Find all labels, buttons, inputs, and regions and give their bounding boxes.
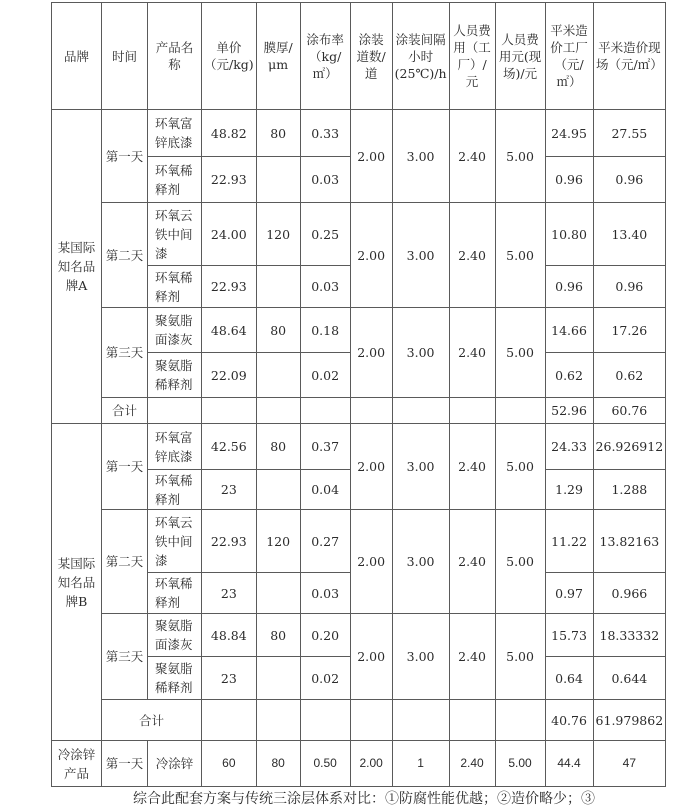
brand-cell: 某国际知名品牌A (52, 110, 102, 424)
labor-site-cell: 5.00 (495, 510, 545, 614)
header-time: 时间 (102, 3, 148, 110)
labor-site-cell: 5.00 (495, 110, 545, 203)
product-name-cell: 环氧云铁中间漆 (148, 203, 202, 266)
empty-cell (495, 398, 545, 424)
sqm-cost-factory-cell: 0.64 (545, 657, 593, 700)
coat-count-cell: 2.00 (350, 110, 392, 203)
spread-rate-cell: 0.25 (300, 203, 350, 266)
spread-rate-cell: 0.27 (300, 510, 350, 573)
comparison-summary: 综合此配套方案与传统三涂层体系对比：①防腐性能优越；②造价略少；③ (133, 791, 595, 807)
unit-price-cell: 48.64 (202, 308, 257, 353)
sqm-cost-factory-cell: 24.95 (545, 110, 593, 157)
product-name-cell: 聚氨脂稀释剂 (148, 353, 202, 398)
sqm-cost-site-cell: 0.96 (593, 157, 666, 203)
spread-rate-cell: 0.50 (300, 741, 350, 787)
day-cell: 第三天 (102, 614, 148, 700)
empty-cell (392, 398, 449, 424)
header-labor-factory: 人员费用（工厂）/元 (449, 3, 495, 110)
sqm-cost-factory-cell: 24.33 (545, 424, 593, 470)
sqm-cost-factory-cell: 0.96 (545, 157, 593, 203)
day-cell: 第三天 (102, 308, 148, 398)
empty-cell (449, 700, 495, 741)
sqm-cost-factory-cell: 11.22 (545, 510, 593, 573)
unit-price-cell: 23 (202, 470, 257, 510)
day-cell: 第一天 (102, 424, 148, 510)
unit-price-cell: 48.82 (202, 110, 257, 157)
empty-cell (495, 700, 545, 741)
day-cell: 第一天 (102, 741, 148, 787)
table-row (52, 203, 666, 266)
spread-rate-cell: 0.37 (300, 424, 350, 470)
film-thickness-cell (256, 470, 300, 510)
unit-price-cell: 42.56 (202, 424, 257, 470)
spread-rate-cell: 0.18 (300, 308, 350, 353)
film-thickness-cell (256, 573, 300, 614)
coat-count-cell: 2.00 (350, 424, 392, 510)
sqm-cost-factory-cell: 0.97 (545, 573, 593, 614)
total-row (52, 398, 666, 424)
total-factory-cell: 52.96 (545, 398, 593, 424)
empty-cell (300, 700, 350, 741)
empty-cell (256, 398, 300, 424)
spread-rate-cell: 0.33 (300, 110, 350, 157)
spread-rate-cell: 0.02 (300, 353, 350, 398)
coat-count-cell: 2.00 (350, 614, 392, 700)
sqm-cost-site-cell: 26.926912 (593, 424, 666, 470)
header-unit-price: 单价（元/kg) (202, 3, 257, 110)
sqm-cost-factory-cell: 14.66 (545, 308, 593, 353)
header-sqm-cost-site: 平米造价现场（元/㎡） (593, 3, 666, 110)
header-coat-count: 涂装道数/道 (350, 3, 392, 110)
sqm-cost-site-cell: 13.40 (593, 203, 666, 266)
header-film-thickness: 膜厚/μm (256, 3, 300, 110)
unit-price-cell: 23 (202, 657, 257, 700)
product-name-cell: 环氧富锌底漆 (148, 110, 202, 157)
total-factory-cell: 40.76 (545, 700, 593, 741)
total-site-cell: 61.979862 (593, 700, 666, 741)
header-brand: 品牌 (52, 3, 102, 110)
unit-price-cell: 23 (202, 573, 257, 614)
coat-count-cell: 2.00 (350, 308, 392, 398)
labor-factory-cell: 2.40 (449, 510, 495, 614)
empty-cell (350, 398, 392, 424)
spread-rate-cell: 0.03 (300, 157, 350, 203)
sqm-cost-site-cell: 17.26 (593, 308, 666, 353)
empty-cell (350, 700, 392, 741)
empty-cell (202, 398, 257, 424)
brand-cell: 某国际知名品牌B (52, 424, 102, 741)
sqm-cost-site-cell: 47 (593, 741, 666, 787)
product-name-cell: 环氧稀释剂 (148, 470, 202, 510)
sqm-cost-factory-cell: 10.80 (545, 203, 593, 266)
labor-site-cell: 5.00 (495, 308, 545, 398)
coat-interval-cell: 3.00 (392, 424, 449, 510)
unit-price-cell: 22.93 (202, 266, 257, 308)
spread-rate-cell: 0.02 (300, 657, 350, 700)
sqm-cost-site-cell: 13.82163 (593, 510, 666, 573)
unit-price-cell: 48.84 (202, 614, 257, 657)
total-site-cell: 60.76 (593, 398, 666, 424)
sqm-cost-site-cell: 0.644 (593, 657, 666, 700)
coat-interval-cell: 3.00 (392, 510, 449, 614)
table-row (52, 308, 666, 353)
labor-factory-cell: 2.40 (449, 110, 495, 203)
header-product-name: 产品名称 (148, 3, 202, 110)
coat-interval-cell: 3.00 (392, 614, 449, 700)
sqm-cost-factory-cell: 15.73 (545, 614, 593, 657)
header-row (52, 3, 666, 110)
coat-interval-cell: 3.00 (392, 308, 449, 398)
labor-factory-cell: 2.40 (449, 203, 495, 308)
film-thickness-cell (256, 353, 300, 398)
coat-count-cell: 2.00 (350, 203, 392, 308)
sqm-cost-site-cell: 1.288 (593, 470, 666, 510)
total-row (52, 700, 666, 741)
film-thickness-cell (256, 266, 300, 308)
header-labor-site: 人员费用元(现场)/元 (495, 3, 545, 110)
product-name-cell: 环氧稀释剂 (148, 573, 202, 614)
brand-cell: 冷涂锌产品 (52, 741, 102, 787)
unit-price-cell: 22.09 (202, 353, 257, 398)
table-row (52, 614, 666, 657)
table-row (52, 110, 666, 157)
sqm-cost-site-cell: 0.62 (593, 353, 666, 398)
labor-factory-cell: 2.40 (449, 424, 495, 510)
coat-count-cell: 2.00 (350, 741, 392, 787)
table-row (52, 424, 666, 470)
labor-site-cell: 5.00 (495, 614, 545, 700)
product-name-cell: 聚氨脂稀释剂 (148, 657, 202, 700)
film-thickness-cell: 120 (256, 510, 300, 573)
day-cell: 第二天 (102, 510, 148, 614)
table-row (52, 510, 666, 573)
sqm-cost-factory-cell: 0.96 (545, 266, 593, 308)
film-thickness-cell: 80 (256, 741, 300, 787)
product-name-cell: 聚氨脂面漆灰 (148, 308, 202, 353)
unit-price-cell: 22.93 (202, 510, 257, 573)
unit-price-cell: 24.00 (202, 203, 257, 266)
coat-interval-cell: 3.00 (392, 110, 449, 203)
spread-rate-cell: 0.03 (300, 573, 350, 614)
film-thickness-cell: 80 (256, 614, 300, 657)
film-thickness-cell: 120 (256, 203, 300, 266)
coat-count-cell: 2.00 (350, 510, 392, 614)
unit-price-cell: 22.93 (202, 157, 257, 203)
sqm-cost-site-cell: 0.966 (593, 573, 666, 614)
header-coat-interval: 涂装间隔小时(25℃)/h (392, 3, 449, 110)
product-name-cell: 聚氨脂面漆灰 (148, 614, 202, 657)
product-name-cell: 环氧富锌底漆 (148, 424, 202, 470)
empty-cell (392, 700, 449, 741)
labor-factory-cell: 2.40 (449, 614, 495, 700)
labor-site-cell: 5.00 (495, 741, 545, 787)
day-cell: 第二天 (102, 203, 148, 308)
sqm-cost-site-cell: 0.96 (593, 266, 666, 308)
empty-cell (148, 398, 202, 424)
product-name-cell: 环氧稀释剂 (148, 266, 202, 308)
spread-rate-cell: 0.03 (300, 266, 350, 308)
labor-factory-cell: 2.40 (449, 741, 495, 787)
day-cell: 第一天 (102, 110, 148, 203)
empty-cell (300, 398, 350, 424)
product-name-cell: 环氧稀释剂 (148, 157, 202, 203)
unit-price-cell: 60 (202, 741, 257, 787)
header-sqm-cost-factory: 平米造价工厂（元/㎡） (545, 3, 593, 110)
film-thickness-cell: 80 (256, 308, 300, 353)
empty-cell (202, 700, 257, 741)
labor-factory-cell: 2.40 (449, 308, 495, 398)
header-spread-rate: 涂布率（kg/㎡） (300, 3, 350, 110)
sqm-cost-site-cell: 27.55 (593, 110, 666, 157)
spread-rate-cell: 0.20 (300, 614, 350, 657)
cold-zinc-row (52, 741, 666, 787)
film-thickness-cell: 80 (256, 110, 300, 157)
coat-interval-cell: 3.00 (392, 203, 449, 308)
sqm-cost-factory-cell: 1.29 (545, 470, 593, 510)
paint-cost-table (51, 2, 666, 787)
empty-cell (449, 398, 495, 424)
spread-rate-cell: 0.04 (300, 470, 350, 510)
coat-interval-cell: 1 (392, 741, 449, 787)
product-name-cell: 环氧云铁中间漆 (148, 510, 202, 573)
sqm-cost-factory-cell: 0.62 (545, 353, 593, 398)
total-label: 合计 (102, 700, 202, 741)
film-thickness-cell (256, 657, 300, 700)
empty-cell (256, 700, 300, 741)
product-name-cell: 冷涂锌 (148, 741, 202, 787)
total-label: 合计 (102, 398, 148, 424)
sqm-cost-factory-cell: 44.4 (545, 741, 593, 787)
labor-site-cell: 5.00 (495, 424, 545, 510)
labor-site-cell: 5.00 (495, 203, 545, 308)
film-thickness-cell (256, 157, 300, 203)
film-thickness-cell: 80 (256, 424, 300, 470)
sqm-cost-site-cell: 18.33332 (593, 614, 666, 657)
